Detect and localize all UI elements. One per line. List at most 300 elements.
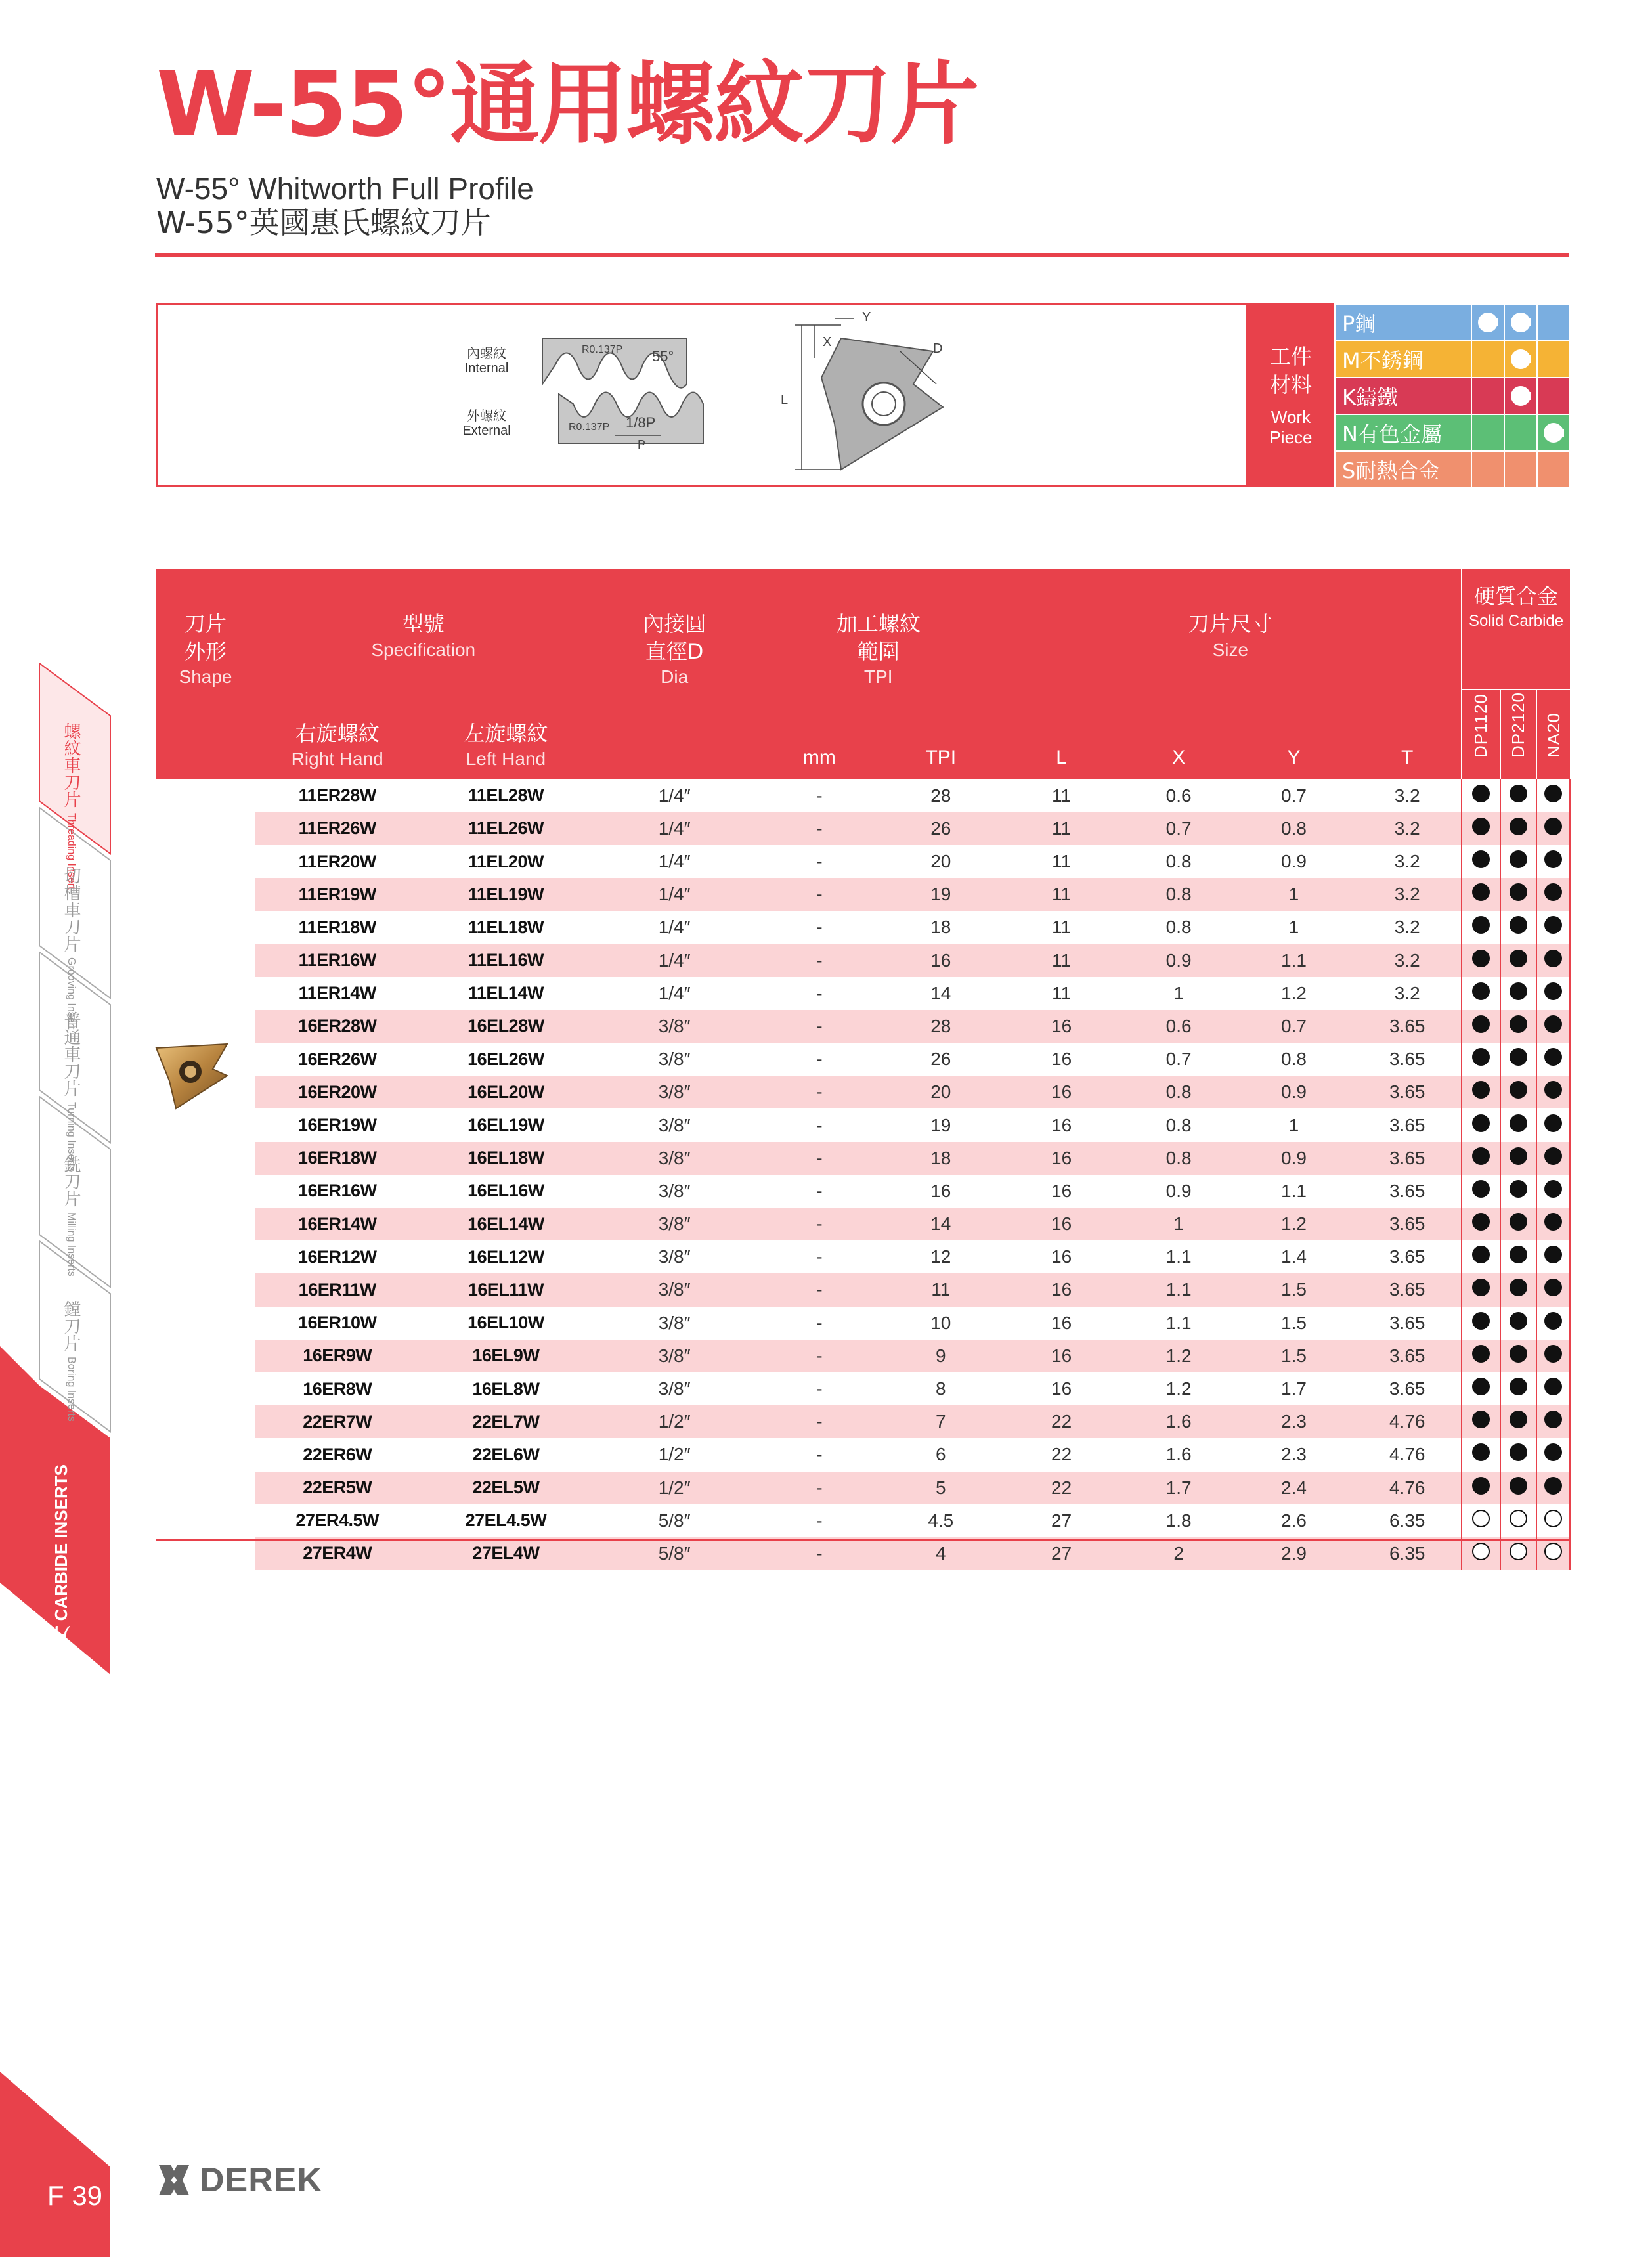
side-tab-label-zh: 普通車刀片 (61, 1011, 81, 1097)
shape-cell (156, 1405, 255, 1438)
in-stock-dot-icon (1510, 1246, 1527, 1263)
cell-mm: - (757, 878, 882, 911)
cell-x: 1.6 (1123, 1405, 1234, 1438)
cell-mm: - (757, 1405, 882, 1438)
cell-dia: 3/8″ (658, 1114, 691, 1135)
shape-cell (156, 1340, 255, 1372)
grade-availability-cell (1462, 1240, 1500, 1273)
cell-t: 3.2 (1394, 851, 1420, 872)
cell-right: 11ER28W (298, 785, 376, 806)
grade-availability-cell (1462, 911, 1500, 944)
insert-spec-table (156, 569, 1571, 1570)
in-stock-dot-icon (1510, 785, 1527, 802)
in-stock-dot-icon (1510, 1147, 1527, 1165)
cell-mm: - (757, 1273, 882, 1306)
header-x: X (1123, 690, 1234, 779)
cell-x: 1.8 (1165, 1510, 1192, 1531)
cell-left: 11EL28W (467, 785, 544, 806)
cell-tpi: 4.5 (928, 1510, 954, 1531)
in-stock-dot-icon (1472, 1213, 1490, 1231)
cell-y: 1 (1288, 917, 1299, 938)
grade-availability-cell (1500, 1537, 1536, 1570)
cell-left: 11EL26W (420, 812, 592, 845)
cell-l: 22 (1000, 1472, 1123, 1504)
cell-x: 1 (1173, 982, 1184, 1003)
cell-dia: 1/4″ (658, 851, 691, 872)
cell-mm: - (757, 1142, 882, 1175)
cell-dia: 3/8″ (658, 1049, 691, 1070)
cell-tpi: 18 (882, 1142, 1000, 1175)
grade-availability-cell (1500, 878, 1536, 911)
on-order-circle-icon (1544, 1510, 1562, 1527)
cell-right: 16ER28W (255, 1010, 420, 1043)
grade-availability-cell (1536, 911, 1570, 944)
grade-availability-cell (1462, 1043, 1500, 1076)
cell-x: 0.8 (1165, 851, 1192, 872)
cell-y: 1.7 (1281, 1378, 1307, 1399)
in-stock-dot-icon (1544, 1213, 1562, 1231)
cell-x: 0.8 (1165, 1114, 1192, 1135)
in-stock-dot-icon (1544, 982, 1562, 1000)
grade-availability-cell (1462, 845, 1500, 878)
in-stock-dot-icon (1510, 883, 1527, 901)
header-specification: 型號 Specification (255, 569, 592, 690)
workpiece-grade-mark (1537, 378, 1570, 414)
in-stock-dot-icon (1510, 950, 1527, 967)
cell-tpi: 18 (930, 917, 951, 938)
cell-x: 0.9 (1165, 1180, 1192, 1201)
cell-left: 27EL4W (420, 1537, 592, 1570)
workpiece-material-name: K鑄鐵 (1335, 378, 1471, 414)
workpiece-grade-mark (1537, 414, 1570, 451)
workpiece-grade-mark (1504, 378, 1537, 414)
page-number: F 39 (47, 2180, 103, 2211)
brand-logo (156, 2160, 322, 2200)
thread-diagram (158, 305, 1246, 485)
side-tab-1[interactable] (59, 722, 83, 890)
grade-availability-cell (1536, 1175, 1570, 1208)
pitch-label: P (638, 438, 646, 451)
cell-right: 16ER18W (255, 1142, 420, 1175)
grade-availability-cell (1536, 1340, 1570, 1372)
grade-availability-cell (1500, 779, 1536, 812)
cell-left: 11EL18W (467, 917, 544, 937)
cell-t: 4.76 (1353, 1472, 1462, 1504)
grade-availability-cell (1500, 1340, 1536, 1372)
cell-y: 2.6 (1281, 1510, 1307, 1531)
grade-availability-cell (1500, 1076, 1536, 1108)
cell-right: 27ER4W (255, 1537, 420, 1570)
cell-right: 16ER10W (297, 1313, 377, 1333)
cell-t: 3.65 (1389, 1180, 1425, 1201)
cell-dia: 5/8″ (592, 1537, 756, 1570)
workpiece-grade-mark (1471, 378, 1504, 414)
cell-right: 11ER18W (298, 917, 376, 937)
cell-right: 11ER14W (298, 983, 376, 1003)
internal-zh-label: 內螺紋 (467, 347, 506, 361)
cell-dia: 1/2″ (658, 1444, 691, 1465)
cell-mm: - (757, 1537, 882, 1570)
grade-availability-cell (1500, 1438, 1536, 1471)
header-mm: mm (757, 690, 882, 779)
cell-tpi: 8 (935, 1378, 946, 1399)
header-size: 刀片尺寸 Size (1000, 569, 1462, 690)
cell-l: 11 (1000, 878, 1123, 911)
in-stock-dot-icon (1472, 785, 1490, 802)
shape-cell (156, 944, 255, 977)
workpiece-grade-mark (1504, 304, 1537, 341)
grade-availability-cell (1462, 1273, 1500, 1306)
table-row (156, 878, 1570, 911)
cell-t: 3.2 (1353, 878, 1462, 911)
in-stock-dot-icon (1544, 916, 1562, 934)
cell-x: 0.7 (1123, 812, 1234, 845)
header-y: Y (1234, 690, 1354, 779)
grade-availability-cell (1462, 1307, 1500, 1340)
cell-x: 0.8 (1165, 917, 1192, 938)
on-order-circle-icon (1544, 1543, 1562, 1560)
table-row (156, 944, 1570, 977)
table-bottom-rule (156, 1539, 1571, 1541)
shape-cell (156, 812, 255, 845)
cell-t: 6.35 (1389, 1510, 1425, 1531)
footer-corner-shape (0, 2072, 131, 2257)
cell-mm: - (816, 1312, 823, 1333)
brand-name: DEREK (200, 2161, 323, 2199)
recommended-pie-icon (1511, 349, 1531, 369)
subtitle-english: W-55° Whitworth Full Profile (156, 171, 534, 206)
header-left-hand: 左旋螺紋 Left Hand (420, 690, 592, 779)
cell-mm: - (757, 1472, 882, 1504)
in-stock-dot-icon (1544, 1048, 1562, 1066)
cell-y: 2.3 (1281, 1444, 1307, 1465)
cell-l: 16 (1051, 1246, 1072, 1267)
cell-y: 1.1 (1234, 944, 1354, 977)
cell-y: 1.5 (1234, 1340, 1354, 1372)
cell-y: 0.9 (1234, 1142, 1354, 1175)
table-row (156, 779, 1570, 812)
in-stock-dot-icon (1544, 1015, 1562, 1033)
table-row (156, 1175, 1570, 1208)
shape-cell (156, 1438, 255, 1471)
workpiece-row (1335, 451, 1570, 488)
cell-left: 16EL26W (467, 1049, 544, 1069)
cell-x: 0.6 (1123, 1010, 1234, 1043)
side-tab-label-zh: 切槽車刀片 (61, 867, 81, 952)
on-order-circle-icon (1472, 1543, 1490, 1560)
grade-availability-cell (1500, 977, 1536, 1010)
cell-y: 0.9 (1234, 1076, 1354, 1108)
in-stock-dot-icon (1472, 818, 1490, 835)
cell-left: 16EL18W (420, 1142, 592, 1175)
cell-left: 16EL19W (467, 1115, 544, 1135)
in-stock-dot-icon (1510, 1048, 1527, 1066)
header-dia: 內接圓 直徑D Dia (592, 569, 756, 779)
cell-x: 0.6 (1165, 785, 1192, 806)
grade-availability-cell (1500, 1108, 1536, 1141)
grade-availability-cell (1536, 944, 1570, 977)
cell-mm: - (757, 944, 882, 977)
shape-cell (156, 1240, 255, 1273)
cell-tpi: 4 (882, 1537, 1000, 1570)
cell-x: 0.7 (1165, 1049, 1192, 1070)
in-stock-dot-icon (1544, 1180, 1562, 1198)
cell-right: 16ER14W (255, 1208, 420, 1240)
cell-mm: - (757, 1208, 882, 1240)
cell-dia: 5/8″ (658, 1510, 691, 1531)
workpiece-label-en-1: Work (1271, 407, 1311, 427)
grade-availability-cell (1462, 1108, 1500, 1141)
grade-availability-cell (1462, 1076, 1500, 1108)
cell-right: 22ER7W (255, 1405, 420, 1438)
external-zh-label: 外螺紋 (467, 409, 506, 424)
grade-availability-cell (1462, 779, 1500, 812)
cell-mm: - (757, 1076, 882, 1108)
grade-availability-cell (1500, 1010, 1536, 1043)
cell-dia: 1/4″ (658, 785, 691, 806)
grade-availability-cell (1536, 1472, 1570, 1504)
shape-cell (156, 779, 255, 812)
r-label-bottom: R0.137P (569, 422, 610, 433)
in-stock-dot-icon (1472, 916, 1490, 934)
cell-dia: 3/8″ (592, 1340, 756, 1372)
cell-dia: 1/2″ (592, 1405, 756, 1438)
grade-availability-cell (1500, 1208, 1536, 1240)
cell-x: 1.6 (1165, 1444, 1192, 1465)
cell-y: 1.5 (1234, 1273, 1354, 1306)
in-stock-dot-icon (1544, 1312, 1562, 1330)
workpiece-grade-mark (1537, 304, 1570, 341)
cell-left: 27EL4.5W (465, 1510, 547, 1531)
in-stock-dot-icon (1472, 850, 1490, 868)
in-stock-dot-icon (1510, 1312, 1527, 1330)
cell-left: 16EL14W (420, 1208, 592, 1240)
cell-tpi: 6 (935, 1444, 946, 1465)
in-stock-dot-icon (1510, 916, 1527, 934)
cell-left: 16EL16W (467, 1181, 544, 1201)
cell-y: 1 (1288, 1114, 1299, 1135)
cell-x: 0.9 (1123, 944, 1234, 977)
cell-l: 11 (1052, 785, 1072, 806)
cell-t: 3.65 (1353, 1076, 1462, 1108)
cell-x: 1.1 (1165, 1246, 1192, 1267)
on-order-circle-icon (1472, 1510, 1490, 1527)
l-dim-label: L (781, 393, 789, 407)
cell-l: 11 (1052, 917, 1072, 938)
cell-tpi: 28 (882, 1010, 1000, 1043)
cell-left: 16EL8W (472, 1378, 540, 1399)
cell-l: 11 (1052, 982, 1072, 1003)
in-stock-dot-icon (1472, 1048, 1490, 1066)
cell-tpi: 26 (930, 1049, 951, 1070)
cell-left: 11EL16W (420, 944, 592, 977)
workpiece-grade-mark (1471, 341, 1504, 378)
external-en-label: External (462, 424, 511, 438)
side-tab-5[interactable] (59, 1300, 83, 1422)
cell-y: 2.9 (1234, 1537, 1354, 1570)
cell-right: 16ER12W (297, 1246, 377, 1267)
grade-availability-cell (1500, 1043, 1536, 1076)
cell-x: 1.2 (1165, 1378, 1192, 1399)
shape-cell (156, 1372, 255, 1405)
table-row (156, 1472, 1570, 1504)
in-stock-dot-icon (1510, 1279, 1527, 1296)
grade-availability-cell (1536, 1043, 1570, 1076)
cell-mm: - (816, 1246, 823, 1267)
on-order-circle-icon (1510, 1510, 1527, 1527)
grade-availability-cell (1500, 1273, 1536, 1306)
shape-cell (156, 1142, 255, 1175)
workpiece-grade-mark (1471, 451, 1504, 488)
cell-t: 3.65 (1353, 1273, 1462, 1306)
table-row (156, 977, 1570, 1010)
table-row (156, 1340, 1570, 1372)
in-stock-dot-icon (1472, 1378, 1490, 1395)
cell-mm: - (816, 1180, 823, 1201)
cell-mm: - (816, 785, 823, 806)
in-stock-dot-icon (1544, 1147, 1562, 1165)
cell-y: 1 (1234, 878, 1354, 911)
cell-tpi: 19 (882, 878, 1000, 911)
cell-left: 11EL19W (420, 878, 592, 911)
cell-dia: 1/4″ (592, 944, 756, 977)
cell-tpi: 10 (930, 1312, 951, 1333)
cell-dia: 3/8″ (592, 1076, 756, 1108)
side-tab-4[interactable] (59, 1156, 83, 1277)
cell-mm: - (757, 1010, 882, 1043)
header-thread-range: 加工螺紋 範圍 TPI (757, 569, 1000, 690)
grade-availability-cell (1536, 1307, 1570, 1340)
workpiece-label-en-2: Piece (1269, 427, 1313, 448)
in-stock-dot-icon (1510, 818, 1527, 835)
recommended-pie-icon (1511, 313, 1531, 332)
shape-cell (156, 911, 255, 944)
cell-l: 16 (1000, 1208, 1123, 1240)
grade-availability-cell (1462, 1472, 1500, 1504)
side-tab-3[interactable] (59, 1011, 83, 1172)
workpiece-material-table (1334, 303, 1571, 489)
header-right-hand: 右旋螺紋 Right Hand (255, 690, 420, 779)
cell-tpi: 28 (930, 785, 951, 806)
in-stock-dot-icon (1544, 950, 1562, 967)
cell-dia: 3/8″ (592, 1273, 756, 1306)
workpiece-row (1335, 304, 1570, 341)
angle-label: 55° (652, 348, 674, 364)
grade-availability-cell (1500, 845, 1536, 878)
table-row (156, 1504, 1570, 1537)
cell-x: 1 (1123, 1208, 1234, 1240)
cell-tpi: 9 (882, 1340, 1000, 1372)
grade-availability-cell (1536, 1010, 1570, 1043)
cell-y: 0.7 (1234, 1010, 1354, 1043)
cell-right: 16ER11W (255, 1273, 420, 1306)
side-tab-label-en: Turning Inserts (66, 1102, 77, 1172)
cell-t: 3.2 (1394, 982, 1420, 1003)
workpiece-label-zh-2: 材料 (1269, 372, 1312, 397)
side-tab-label-en: Boring Inserts (66, 1357, 77, 1422)
cell-l: 22 (1051, 1444, 1072, 1465)
d-dim-label: D (933, 341, 943, 356)
cell-y: 1.4 (1281, 1246, 1307, 1267)
cell-mm: - (816, 982, 823, 1003)
cell-right: 16ER9W (255, 1340, 420, 1372)
grade-availability-cell (1536, 1208, 1570, 1240)
cell-x: 1.1 (1123, 1273, 1234, 1306)
cell-mm: - (816, 1049, 823, 1070)
grade-availability-cell (1536, 812, 1570, 845)
corner-label: 刀片 CARBIDE INSERTS (49, 1464, 74, 1668)
in-stock-dot-icon (1472, 1147, 1490, 1165)
cell-right: 16ER16W (297, 1181, 377, 1201)
recommended-pie-icon (1478, 313, 1498, 332)
cell-l: 11 (1052, 851, 1072, 872)
cell-dia: 3/8″ (658, 1312, 691, 1333)
cell-l: 11 (1000, 944, 1123, 977)
cell-y: 1.2 (1281, 982, 1307, 1003)
in-stock-dot-icon (1472, 1345, 1490, 1363)
cell-t: 3.65 (1389, 1312, 1425, 1333)
derek-logo-icon (156, 2162, 192, 2198)
cell-l: 16 (1051, 1312, 1072, 1333)
shape-cell (156, 878, 255, 911)
grade-availability-cell (1536, 1273, 1570, 1306)
grade-availability-cell (1536, 1240, 1570, 1273)
cell-left: 16EL20W (420, 1076, 592, 1108)
cell-tpi: 20 (930, 851, 951, 872)
cell-tpi: 16 (930, 1180, 951, 1201)
shape-cell (156, 1504, 255, 1537)
in-stock-dot-icon (1544, 1378, 1562, 1395)
shape-cell (156, 977, 255, 1010)
grade-availability-cell (1462, 1208, 1500, 1240)
cell-left: 22EL7W (420, 1405, 592, 1438)
cell-y: 1.1 (1281, 1180, 1307, 1201)
cell-tpi: 11 (882, 1273, 1000, 1306)
cell-y: 0.8 (1281, 1049, 1307, 1070)
cell-left: 16EL10W (467, 1313, 544, 1333)
cell-left: 16EL12W (467, 1246, 544, 1267)
cell-mm: - (757, 1340, 882, 1372)
cell-x: 0.8 (1123, 1076, 1234, 1108)
workpiece-material-name: S耐熱合金 (1335, 451, 1471, 488)
grade-availability-cell (1536, 1438, 1570, 1471)
header-grade-dp2120: DP2120 (1500, 690, 1536, 779)
cell-right: 16ER20W (255, 1076, 420, 1108)
in-stock-dot-icon (1510, 1345, 1527, 1363)
grade-availability-cell (1462, 1372, 1500, 1405)
cell-tpi: 12 (930, 1246, 951, 1267)
in-stock-dot-icon (1472, 1246, 1490, 1263)
grade-availability-cell (1462, 1504, 1500, 1537)
cell-t: 4.76 (1389, 1444, 1425, 1465)
cell-l: 16 (1051, 1049, 1072, 1070)
cell-y: 0.8 (1234, 812, 1354, 845)
grade-availability-cell (1536, 977, 1570, 1010)
grade-availability-cell (1462, 944, 1500, 977)
cell-right: 11ER16W (255, 944, 420, 977)
in-stock-dot-icon (1510, 1180, 1527, 1198)
in-stock-dot-icon (1510, 1411, 1527, 1428)
table-row (156, 1273, 1570, 1306)
pitch-fraction-label: 1/8P (626, 414, 656, 431)
grade-availability-cell (1500, 812, 1536, 845)
grade-availability-cell (1536, 1405, 1570, 1438)
side-tab-2[interactable] (59, 867, 83, 1029)
workpiece-grade-mark (1471, 414, 1504, 451)
workpiece-material-name: P鋼 (1335, 304, 1471, 341)
in-stock-dot-icon (1544, 1411, 1562, 1428)
table-row (156, 1010, 1570, 1043)
